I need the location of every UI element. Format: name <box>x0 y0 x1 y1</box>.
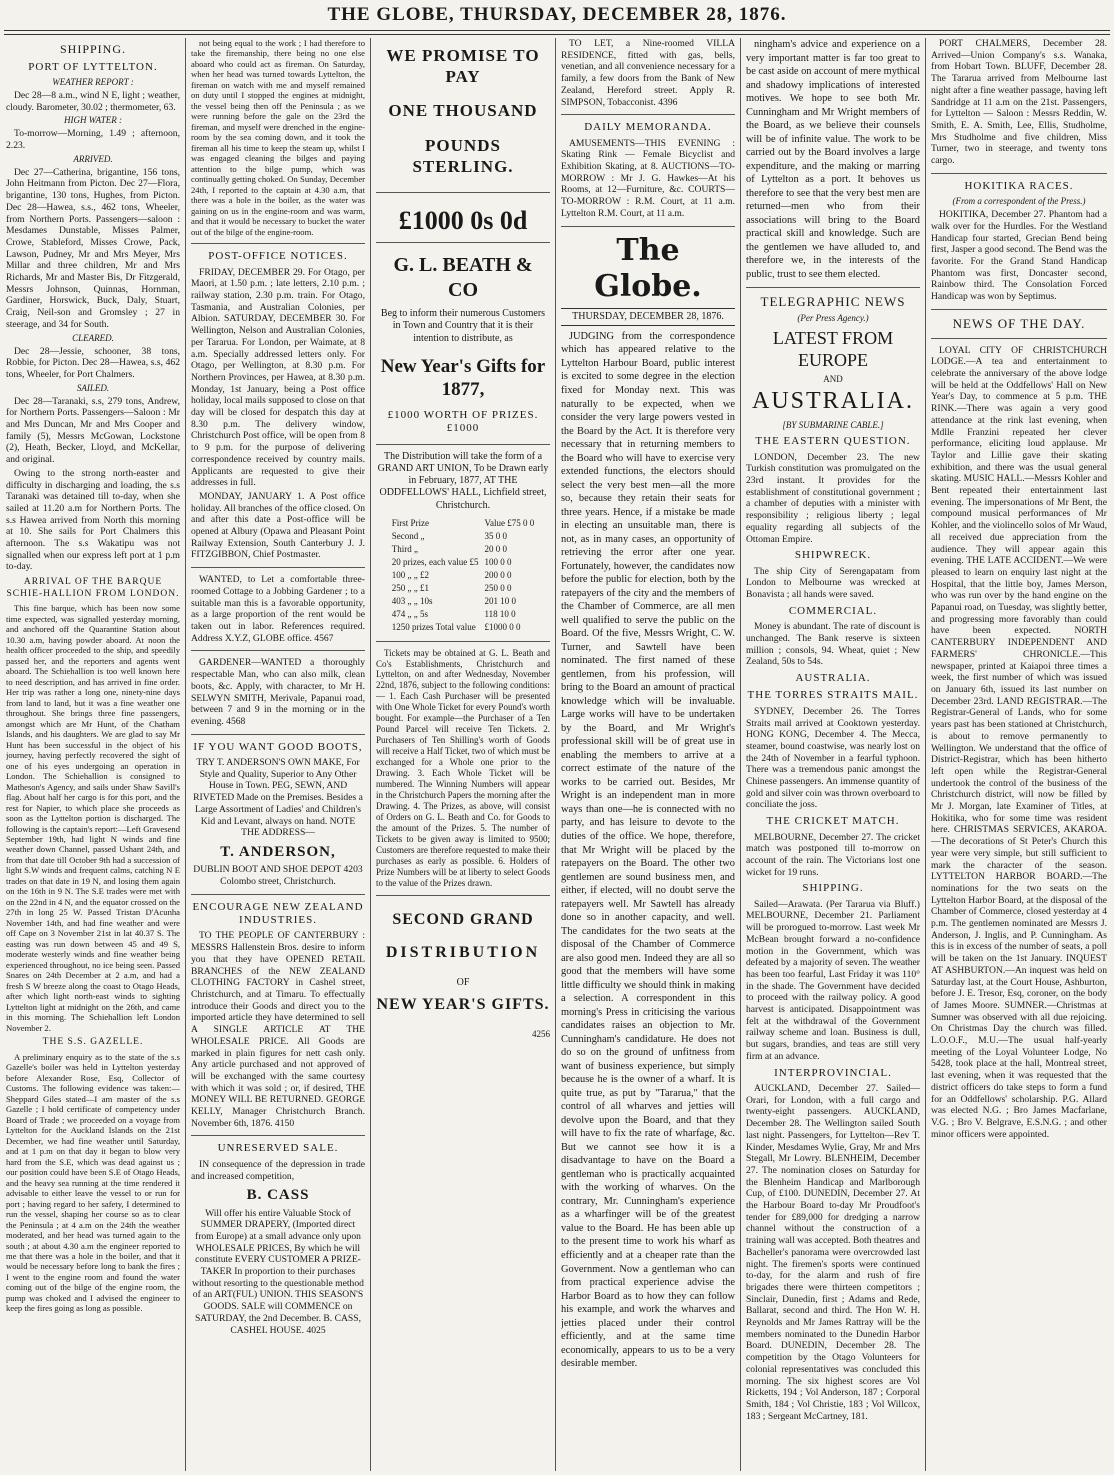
column-divider <box>370 38 371 1471</box>
section-heading: LATEST FROM EUROPE <box>772 328 894 371</box>
article-text: AUCKLAND, December 27. Sailed—Orari, for London, with a full cargo and twenty-eight passengers. AUCKLAND, December 28. The Wellington sailed South last night. Passengers, for Lyttelton—Rev T. Kinder, Mesdames Wylie, Gray, Mr and Mrs Stegall, Mr Lowry. BLENHEIM, December 27. The nomination closes on Saturday for the Blenheim Handicap and Marlborough Cup, of £100. DUNEDIN, December 27. At the Harbour Board to-day Mr Proudfoot's tender for £89,000 for dredging a narrow channel without the construction of a training wall was accepted. Both theatres and Bacheller's panorama were overcrowded last night. The firemen's sports were continued to-day, for the alarm and rush of fire brigades there were thirteen competitors ; Sinclair, Dunedin, first ; Adams and Rede, Ballarat, second and third. The Hon W. H. Reynolds and Mr James Rattray will be the members nominated to the Dunedin Harbor Board. DUNEDIN, December 28. The competition by the Otago Volunteers for colonial representatives was concluded this morning. The six highest scores are Vol Ricketts, 194 ; Vol Anderson, 187 ; Corporal Smith, 184 ; Vol Christie, 183 ; Vol Willcox, 183 ; Sergeant McCartney, 181. <box>746 1083 920 1422</box>
table-cell: 403 „ „ 10s <box>391 595 433 606</box>
advertisement-heading: ONE THOUSAND <box>388 101 538 121</box>
article-text: Money is abundant. The rate of discount is unchanged. The Bank reserve is sixteen million ; consols, 94. Wheat, quiet ; New Zealand, 50s to 54s. <box>746 621 920 668</box>
rule <box>931 173 1107 174</box>
article-heading: SHIPWRECK. <box>794 549 872 562</box>
rule <box>746 287 920 288</box>
masthead-rule-bottom <box>4 34 1110 35</box>
column-divider <box>925 38 926 1471</box>
article-text: This fine barque, which has been now some time expected, was signalled yesterday morning, and anchored off the Quarantine Station about 10.30 a.m, having powder aboard. At noon the health officer proceeded to the ship, and speedily passed her, and the reporters and agents went aboard. The Schiehallion is too well known here to need description, and has arrived in fine order. Her trip was rather a long one, ninety-nine days from land to land, but it was a fine weather one throughout. She brings three fine passengers, amongst which are Mr Hunt, of the Chatham Islands, and his daughters. We are glad to say Mr Hunt has been successful in the object of his journey, having perfectly recovered the sight of one of his eyes undergoing an operation in London. The Schiehallion is consigned to Matheson's Agency, and sails under Shaw Savill's flag. About half her cargo is for this port, and the rest for Napier, to which place she proceeds as soon as the Lyttelton portion is discharged. The following is the captain's report:—Left Gravesend September 19th, had light N winds and fine weather down Channel, passed Ushant 24th, and from that date till October 9th had a succession of light S.W winds and frequent calms, catching N E trades on that date in 19 N, and losing them again on the 16th in 9 N. The S.E trades were met with on the 22nd in 4 N, and the equator crossed on the 27th in long 25 W. Passed Tristan D'Acunha November 14th, and had fine weather and were off Cape on 3 November 21st in lat 40.37 S. The easting was run down between 45 and 49 S, moderate westerly winds and fine weather being experienced throughout, no ice being seen. Passed Snares on 24th December at 2 a.m, and had a fresh S W breeze along the coast to Otago Heads, after which light north-east winds to sighting Lyttelton light at midnight on the 26th, and came in this morning. The Schiehallion left London November 2. <box>6 603 180 1033</box>
advertisement-text: The Distribution will take the form of a GRAND ART UNION, To be Drawn early in February, 1877, AT THE ODDFELLOWS' HALL, Lichfield street, Christchurch. <box>377 450 549 511</box>
article-heading: ARRIVAL OF THE BARQUE SCHIE-HALLION FROM LONDON. <box>6 577 180 599</box>
prize-table <box>388 516 538 635</box>
section-heading: TELEGRAPHIC NEWS <box>760 294 906 310</box>
article-text: MELBOURNE, December 27. The cricket match was postponed till to-morrow on account of the rain. The Victorians lost one wicket for 19 runs. <box>746 831 920 878</box>
article-text: Dec 28—Taranaki, s.s, 279 tons, Andrew, for Northern Ports. Passengers—Saloon : Mr and Mrs Duncan, Mr and Mrs Cooper and family (5), Messrs McGowan, Lockstone (2), Heath, Becker, Lloyd, and McKellar, and original. <box>6 395 180 466</box>
advertisement-heading: UNRESERVED SALE. <box>217 1142 339 1155</box>
rule <box>376 895 550 896</box>
advertisement-text: GARDENER—WANTED a thoroughly respectable Man, who can also milk, clean boots, &c. Apply, with character, to Mr H. SELWYN SMITH, Merivale, Papanui road, between 7 and 9 in the morning or in the evening. 4568 <box>191 657 365 727</box>
column-notices <box>191 38 365 1471</box>
table-cell: 100 „ „ £2 <box>391 569 430 580</box>
article-text: FRIDAY, DECEMBER 29. For Otago, per Maori, at 1.50 p.m. ; late letters, 2.10 p.m. ; railway station, 2.30 p.m. train. For Otago, Tasmania, and Australian Colonies, per Albion. SATURDAY, DECEMBER 30. For Wellington, Nelson and Australian Colonies, per Tararua. For London, per Waimate, at 8 a.m. Specially addressed letters only. For Otago, per Wellington, at 8.30 p.m. For Northern Provinces, per Hawea, at 8.30 p.m. Monday, 1st January, being a Post office holiday, local mails supposed to close on that day will be closed for despatch this day at 8.30 p.m. The delivery window, Christchurch Post office, will be open from 8 to 9 p.m. for the purpose of delivering correspondence received by country mails. Applicants are requested to give their addresses in full. <box>191 266 365 489</box>
advertisement-text: Tickets may be obtained at G. L. Beath and Co's Establishments, Christchurch and Lyttelton, on and after Wednesday, November 22nd, 1876, subject to the following conditions:— 1. Each Cash Purchaser will be presented with One Whole Ticket for every Pound's worth bought. For example—the Purchaser of a Ten Pound Parcel will receive Ten Tickets. 2. Purchasers of Ten Shilling's worth of Goods will receive a Half Ticket, two of which must be exchanged for a Whole one prior to the Drawing. 3. Each Whole Ticket will be numbered. The Winning Numbers will appear in the Christchurch Papers the morning after the Drawing. 4. The Prizes, as above, will consist of Orders on G. L. Beath and Co. for Goods to the amount of the Prizes. 5. The number of Tickets to be given away is limited to 9500; Customers are therefore requested to make their purchases as early as possible. 6. Holders of Prize Numbers will be at liberty to select Goods to the value of the Prizes drawn. <box>376 647 550 888</box>
column-shipping <box>6 38 180 1471</box>
rule <box>561 226 735 227</box>
column-divider <box>555 38 556 1471</box>
rule <box>191 734 365 735</box>
article-heading: INTERPROVINCIAL. <box>774 1066 892 1079</box>
table-cell: 1250 prizes Total value <box>391 621 476 632</box>
article-text: The ship City of Serengapatam from London to Melbourne was wrecked at Bonavista ; all hands were saved. <box>746 565 920 601</box>
section-heading: NEWS OF THE DAY. <box>952 315 1086 331</box>
table-row <box>390 557 536 568</box>
table-cell: £1000 0 0 <box>484 621 521 632</box>
section-heading: HOKITIKA RACES. <box>964 179 1074 192</box>
table-row <box>390 531 536 542</box>
article-heading: THE TORRES STRAITS MAIL. <box>747 689 919 702</box>
advertisement-text: WANTED, to Let a comfortable three-roomed Cottage to a Jobbing Gardener ; to a suitable man this is a favorable opportunity, as a large proportion of the rent would be taken out in labor. References required. Address X.Y.Z, GLOBE office. 4567 <box>191 574 365 644</box>
column-beath-advert <box>376 38 550 1471</box>
article-text: MONDAY, JANUARY 1. A Post office holiday. All branches of the office closed. On and after this date a Post-office will be opened at Albury (Opawa and Pleasant Point Railway Extension, South Canterbury J. J. FITZGIBBON, Chief Postmaster. <box>191 490 365 561</box>
article-text: Dec 28—Jessie, schooner, 38 tons, Robbie, for Picton. Dec 28—Hawea, s.s, 462 tons, Wheeler, for Port Chalmers. <box>6 345 180 380</box>
article-text: To-morrow—Morning, 1.49 ; afternoon, 2.23. <box>6 128 180 152</box>
article-text: LONDON, December 23. The new Turkish constitution was promulgated on the 23rd instant. It provides for the establishment of constitutional government ; a chamber of deputies with a minister with responsibility ; religious liberty ; legal equality regarding all subjects of the Ottoman Empire. <box>746 451 920 545</box>
table-row <box>390 544 536 555</box>
article-heading: THE S.S. GAZELLE. <box>42 1037 144 1048</box>
table-row <box>390 570 536 581</box>
rule <box>376 242 550 243</box>
rule <box>191 567 365 568</box>
article-text: Owing to the strong north-easter and difficulty in discharging and loading, the s.s Taranaki was detained till to-day, when she sailed at 11.20 a.m for Northern Ports. The s.s Hawea arrived from North this morning at 10. She sails for Port Chalmers this afternoon. The s.s Wakatipu was not signalled when our express left port at 1 p.m to-day. <box>6 467 180 573</box>
article-text: PORT CHALMERS, December 28. Arrived—Union Company's s.s. Wanaka, from Hobart Town. BLUFF, December 28. The Tararua arrived from Melbourne last night after a fine weather passage, having left Sandridge at 11 a.m on the 21st. Passengers, for Lyttelton — Saloon : Messrs Reddin, W. Smith, E. A. Smith, Lee, Ellis, Studholme, Mrs Studholme and five children, Miss Turner, two in steerage, and twenty tons cargo. <box>931 38 1107 167</box>
advertisement-amount: £1000 0s 0d <box>398 205 528 235</box>
subheading: AND <box>823 374 843 385</box>
rule <box>191 243 365 244</box>
article-heading: SHIPPING. <box>802 882 864 895</box>
advertisement-heading: B. CASS <box>246 1187 310 1204</box>
article-heading: COMMERCIAL. <box>788 604 878 617</box>
rule <box>376 192 550 193</box>
column-news <box>931 38 1107 1471</box>
advertisement-text: Will offer his entire Valuable Stock of SUMMER DRAPERY, (Imported direct from Europe) at a small advance only upon WHOLESALE PRICES, By which he will constitute EVERY CUSTOMER A PRIZE-TAKER In proportion to their purchases without resorting to the questionable method of an ART(FUL) UNION. THIS SEASON'S GOODS. SALE will COMMENCE on SATURDAY, the 2nd December. B. CASS, CASHEL HOUSE. 4025 <box>192 1207 364 1336</box>
advertisement-heading: IF YOU WANT GOOD BOOTS, <box>193 740 363 753</box>
subheading: HIGH WATER : <box>63 115 123 126</box>
advertisement-text: £1000 WORTH OF PRIZES. £1000 <box>387 409 539 435</box>
editorial-text: ningham's advice and experience on a very important matter is far too great to be cast aside on account of mere mythical and shadowy implications of interested motives. We hope to see both Mr. Cunningham and Mr Wright members of the Board, as we believe their counsels will be of infinite value. The work to be carried out by the Board involves a large expenditure, and the making or marring of Lyttelton as a port. It behoves us therefore to see that the very best men are returned—men who from their associations will bring to the Board practical skill and knowledge. Such are the gentlemen we have alluded to, and therefore we, in the interests of the public, trust to see them elected. <box>746 39 920 280</box>
article-text: A preliminary enquiry as to the state of the s.s Gazelle's boiler was held in Lyttelton yesterday before Alexander Rose, Esq, Collector of Customs. The following evidence was taken:—Sheppard Giles stated—I am master of the s.s Gazelle ; I hold certificate of competency under Board of Trade ; we proceeded on a voyage from Lyttelton for the Auckland Islands on the 21st December, we had fine weather until Saturday, and at 1 p.m on that day it began to blow very hard from the S.E, which was dead against us ; our position could have been S.E of Otago Heads, and the heavy sea running at the time rendered it advisable to either leave the vessel to or run for port ; having regard to her safety, I determined to run the vessel, shaping her course so as to clear the Peninsula ; at 4 a.m on the 24th the weather moderated, and her head was turned again to the south ; at about 4.30 a.m the engineer reported to me that there was a hole in the boiler, and that it would be necessary before long to bank the fires ; I went to the engine room and found the water coming out of the bilge of the engine room, the pump was choked and I advised the engineer to keep the fires going as long as possible. <box>6 1051 180 1314</box>
advertisement-heading: SECOND GRAND <box>392 910 534 928</box>
column-editorial <box>561 38 735 1471</box>
table-cell: Third „ <box>391 543 419 554</box>
subheading: [BY SUBMARINE CABLE.] <box>782 420 884 431</box>
newspaper-nameplate: The Globe. <box>594 232 702 305</box>
section-heading: POST-OFFICE NOTICES. <box>208 250 348 263</box>
advertisement-heading: POUNDS STERLING. <box>412 136 514 176</box>
section-heading: SHIPPING. <box>59 42 126 56</box>
advertisement-heading: ENCOURAGE NEW ZEALAND INDUSTRIES. <box>192 900 364 927</box>
table-cell: 20 prizes, each value £5 <box>391 556 479 567</box>
table-cell: 20 0 0 <box>484 543 507 554</box>
rule <box>561 114 735 115</box>
subheading: CLEARED. <box>72 332 114 343</box>
section-heading: DAILY MEMORANDA. <box>584 121 712 134</box>
advertisement-text: TO THE PEOPLE OF CANTERBURY : MESSRS Hallenstein Bros. desire to inform you that they have OPENED RETAIL BRANCHES of the NEW ZEALAND CLOTHING FACTORY in Cashel street, Christchurch, and at Timaru. To effectually introduce their Goods and direct you to the imported article they have determined to sell A SINGLE ARTICLE AT THE WHOLESALE PRICE. All Goods are marked in plain figures for nett cash only. Any article purchased and not approved of will be exchanged with the same courtesy with which it was sold ; or, if desired, THE MONEY WILL BE RETURNED. GEORGE KELLY, Manager Christchurch Branch. November 6th, 1876. 4150 <box>191 930 365 1129</box>
rule <box>191 894 365 895</box>
advertisement-firm: G. L. BEATH & CO <box>393 254 533 301</box>
advertisement-heading: T. ANDERSON, <box>220 843 336 860</box>
table-cell: Second „ <box>391 530 425 541</box>
article-heading: THE CRICKET MATCH. <box>766 815 900 828</box>
column-divider <box>185 38 186 1471</box>
rule <box>931 338 1107 339</box>
article-text: Sailed—Arawata. (Per Tararua via Bluff.) MELBOURNE, December 21. Parliament will be prorogued to-morrow. Last week Mr McBean brought forward a no-confidence motion in the Government, which was defeated by a majority of seven. The weather has been too fearful, Last Friday it was 110° in the shade. The Government have decided to proceed with the railway policy. A good harvest is anticipated. Disappointment was felt at the withdrawal of the Government railway scheme and loan. Business is dull, but sugars, brandies, and teas are still very firm at an advance. <box>746 898 920 1062</box>
table-row <box>390 609 536 620</box>
column-telegraphic <box>746 38 920 1471</box>
table-row <box>390 583 536 594</box>
article-heading: THE EASTERN QUESTION. <box>755 435 911 448</box>
table-cell: 250 0 0 <box>484 582 512 593</box>
section-subheading: PORT OF LYTTELTON. <box>28 60 158 73</box>
table-cell: 35 0 0 <box>484 530 507 541</box>
rule <box>191 1135 365 1136</box>
advertisement-text: TRY T. ANDERSON'S OWN MAKE, For Style and Quality, Superior to Any Other House in Town. PEG, SEWN, AND RIVETED Made on the Premises. Besides a Large Assortment of Ladies' and Children's Kid and Levant, always on hand. NOTE THE ADDRESS— <box>193 757 363 839</box>
table-row <box>390 622 536 633</box>
rule <box>931 309 1107 310</box>
column-divider <box>740 38 741 1471</box>
advertisement-heading: DISTRIBUTION <box>385 944 541 962</box>
masthead-rule-top <box>4 30 1110 31</box>
table-row <box>390 518 536 529</box>
table-cell: 118 10 0 <box>484 608 516 619</box>
article-text: Dec 28—8 a.m., wind N E, light ; weather, cloudy. Barometer, 30.02 ; thermometer, 63. <box>6 90 180 113</box>
dateline: THURSDAY, DECEMBER 28, 1876. <box>561 308 735 326</box>
article-text: LOYAL CITY OF CHRISTCHURCH LODGE.—A tea and entertainment to celebrate the anniversary of the above lodge will be held at the Oddfellows' Hall on New Year's Day, to commence at 5 p.m. THE RINK.—There was again a very good attendance at the rink last evening, when Mdlle Franzini repeated her clever performance, eliciting loud applause. Mr Taylor and Lillie gave their skating exhibition, and there was the usual general skating. MUSIC HALL.—Messrs Kohler and Bent repeated their entertainment last evening. The impersonations of Mr Bent, the compound musical performances of Mr Kohler, and the violincello solos of Mr Waud, all received due appreciation from the audience. They will appear again this evening. THE LATE ACCIDENT.—We were pleased to learn on enquiry last night at the Hospital, that the little boy, James Merson, who was run over by the hand engine on the Papanui road, on Tuesday, was slightly better, and progressing more favorably than could have been expected. NORTH CANTERBURY INDEPENDENT AND FARMERS' CHRONICLE.—This newspaper, printed at Kaiapoi three times a week, the first number of which was issued on January 6th, issued its last number on December 23rd. LAND REGISTRAR.—The Registrar-General of Lands, who for some years past has been stationed at Christchurch, is about to remove permanently to Wellington. We understand that the office of District-Registrar, which has been hitherto left open while the Registrar-General undertook the control of the business of the Christchurch district, will now be filled by Mr J. Morgan, late Examiner of Titles, at Hokitika, who for some time was resident here. CHRISTMAS SERVICES, AKAROA.—The decorations of St Peter's Church this year were very simple, but still sufficient to mark the character of the season. LYTTELTON HARBOR BOARD.—The nominations for the two seats on the Lyttelton Harbor Board, at the disposal of the Chamber of Commerce, closed yesterday at 4 p.m. The gentlemen nominated are Messrs J. Anderson, J. Inglis, and P. Cunningham. As this is in excess of the number of seats, a poll will be taken on the 1st January. INQUEST AT ASHBURTON.—An inquest was held on Saturday last, at the Court House, Ashburton, before J. E. Tresor, Esq, coroner, on the body of James Moore. SUMNER.—Christmas at Sumner was observed with all due rejoicing. On Christmas Day the church was filled. L.O.O.F., M.U.—The usual half-yearly meeting of the Loyal Volunteer Lodge, No 5428, took place at the hall, Montreal street, last evening, when it was requested that the district officers do take steps to form a fund for an Oddfellows' scholarship. P.G. Allard was elected N.G. ; Bro James Macfarlane, V.G. ; Bro V. Belgrave, E.S.N.G. ; and other minor officers were appointed. <box>931 344 1107 1140</box>
rule <box>376 444 550 445</box>
subheading: WEATHER REPORT : <box>52 77 134 88</box>
article-text: not being equal to the work ; I had therefore to take the firemanship, there being no one else aboard who could act as fireman. On Saturday, when her head was turned towards Lyttelton, the fireman on watch with me and myself remained on duty until I stopped the engines at midnight, the vessel being then off the Peninsula ; as we were running before the gale on the 23rd the fireman, and myself were drenched in the engine-room by the sea coming down, and it took the fireman all his time to keep the steam up, whilst I was engaged cleaning the bilges and paying attention to the bilge pump, which was continually getting choked. On Sunday, December 24th, I reported to the captain at 4.30 a.m, that there was a hole in the boiler, as the water was gaining on us in the engine-room and was warm, and that it would be necessary to bucket the water out of the bilge of the engine-room. <box>191 38 365 237</box>
subheading: SAILED. <box>76 382 110 393</box>
subheading: (Per Press Agency.) <box>797 313 869 324</box>
article-heading: AUSTRALIA. <box>795 671 871 684</box>
table-row <box>390 596 536 607</box>
subheading: ARRIVED. <box>73 153 113 164</box>
article-text: Dec 27—Catherina, brigantine, 156 tons, John Heitmann from Picton. Dec 27—Flora, brigantine, 130 tons, Hughes, from Picton. Dec 28—Hawea, s.s., 462 tons, Wheeler, from Northern Ports. Passengers—saloon : Mesdames Dunstable, Misses Palmer, Crowe, Stableford, Misses Crowe, Pack, Lawson, Pudney, Mr and Mrs Meyer, Mrs Millar and three children, Mr and Mrs Richards, Mr and Master Bis, Dr Fitzgerald, Messrs Johnson, Quinnas, Hornman, Gardiner, Horswick, Buck, Daly, Stuart, Craig, Neil-son and Gromsley ; 27 in steerage, and 34 for South. <box>6 166 180 330</box>
table-cell: 474 „ „ 5s <box>391 608 429 619</box>
page-masthead: THE GLOBE, THURSDAY, DECEMBER 28, 1876. <box>327 4 787 25</box>
rule <box>376 641 550 642</box>
table-cell: 100 0 0 <box>484 556 512 567</box>
section-heading: AUSTRALIA. <box>752 387 914 414</box>
advertisement-text: OF <box>456 976 470 988</box>
advertisement-text: IN consequence of the depression in trade and increased competition, <box>191 1158 365 1182</box>
rule <box>191 650 365 651</box>
article-text: HOKITIKA, December 27. Phantom had a walk over for the Hurdles. For the Westland Handicap four started, Grecian Bend being first, Jasper a good second. The Bend was the favorite. For the Grand Stand Handicap Phantom was first, Doncaster second, Rainbow third. The Consolation Forced Handicap was won by Septimus. <box>931 209 1107 303</box>
advertisement-text: Beg to inform their numerous Customers in Town and Country that it is their intention to distribute, as <box>380 308 546 344</box>
table-cell: First Prize <box>391 517 430 528</box>
subheading: (From a correspondent of the Press.) <box>952 196 1086 207</box>
table-cell: 201 10 0 <box>484 595 516 606</box>
table-cell: Value £75 0 0 <box>484 517 535 528</box>
advertisement-text: TO LET, a Nine-roomed VILLA RESIDENCE, fitted with gas, bells, venetian, and all convenience necessary for a family, a few doors from the Bank of New Zealand, Hereford street. Apply R. SIMPSON, Tobacconist. 4396 <box>561 38 735 108</box>
table-cell: 250 „ „ £1 <box>391 582 430 593</box>
advertisement-heading: New Year's Gifts for 1877, <box>380 355 546 400</box>
table-cell: 200 0 0 <box>484 569 512 580</box>
article-text: AMUSEMENTS—THIS EVENING : Skating Rink — Female Bicyclist and Exhibition Skating, at 8. AUCTIONS—TO-MORROW : Mr J. G. Hawkes—At his Rooms, at 12—Furniture, &c. COURTS—TO-MORROW : R.M. Court, at 11 a.m. Lyttelton R.M. Court, at 11 a.m. <box>561 137 735 219</box>
advertisement-text: DUBLIN BOOT AND SHOE DEPOT 4203 Colombo street, Christchurch. <box>193 864 363 887</box>
advertisement-number: 4256 <box>532 1028 550 1039</box>
editorial-text: JUDGING from the correspondence which has appeared relative to the Lyttelton Harbour Board, public interest is excited to some degree in the election fixed for Monday next. This was naturally to be expected, when we consider the very large powers vested in the Board by the Act. It is therefore very necessary that in returning members to the Board who will have to exercise very extended functions, the electors should select the very best men—all the more so, because they retain their seats for three years. Hence, if a mistake be made in electing an unsuitable man, there is not, as in many cases, an opportunity of retrieving the error after one year. Fortunately, however, the candidates now before the public for election, both by the ratepayers of the city and the members of the Chamber of Commerce, are all men well qualified to serve the public on the Board. Of the five, Messrs Wright, C. W. Turner, and Sawtell have been nominated. The first named of these gentlemen, from his profession, will bring to the Board an amount of practical knowledge which will be invaluable. Large works will have to be undertaken by the Board, and Mr Wright's professional skill will be of great use in enabling the members to arrive at a correct estimate of the nature of the works to be carried out. Besides, Mr Wright is an independent man in more ways than one—he is connected with no party, and has leisure to devote to the duties of the office. We hope, therefore, that Mr Wright will be placed by the ratepayers on the Board. The other two gentlemen are sound business men, and either, if elected, will no doubt serve the ratepayers well. Mr Sawtell has already done so in another capacity, and well. The candidates for the two seats at the disposal of the Chamber of Commerce are also good men. Indeed they are all so good that the members will have some little difficulty we should think in making a selection. A correspondent in this morning's Press in criticising the various candidates raises an objection to Mr. Cunningham's candidature. He does not do so on the ground of unfitness from want of business experience, but simply because he is the owner of a wharf. It is quite true, as put by "Tararua," that the control of all wharves and jetties will devolve upon the Board, and that they will have to fix the rate of wharfage, &c. But we cannot see how it is a disadvantage to have on the Board a gentleman who is practically acquainted with the working of wharves. On the contrary, Mr. Cunningham's experience as a wharfinger will be of the greatest value to the Board. He has been able up to the present time to work his wharf as efficiently and at a cheaper rate than the Government. Now a gentleman who can from practical experience advise the Harbor Board as to how they can follow his example, and work the wharves and jetties placed under their control efficiently, and at the same time economically, appears to us to be a very desirable member. <box>561 330 735 1370</box>
advertisement-heading: NEW YEAR'S GIFTS. <box>376 996 550 1014</box>
advertisement-heading: WE PROMISE TO PAY <box>386 46 540 86</box>
article-text: SYDNEY, December 26. The Torres Straits mail arrived at Cooktown yesterday. HONG KONG, December 4. The Mecca, steamer, bound coastwise, was nearly lost on the 24th of November in a fearful typhoon. There was a tremendous panic amongst the Chinese passengers. An immense quantity of gold and silver coin was thrown overboard to conciliate the joss. <box>746 705 920 811</box>
